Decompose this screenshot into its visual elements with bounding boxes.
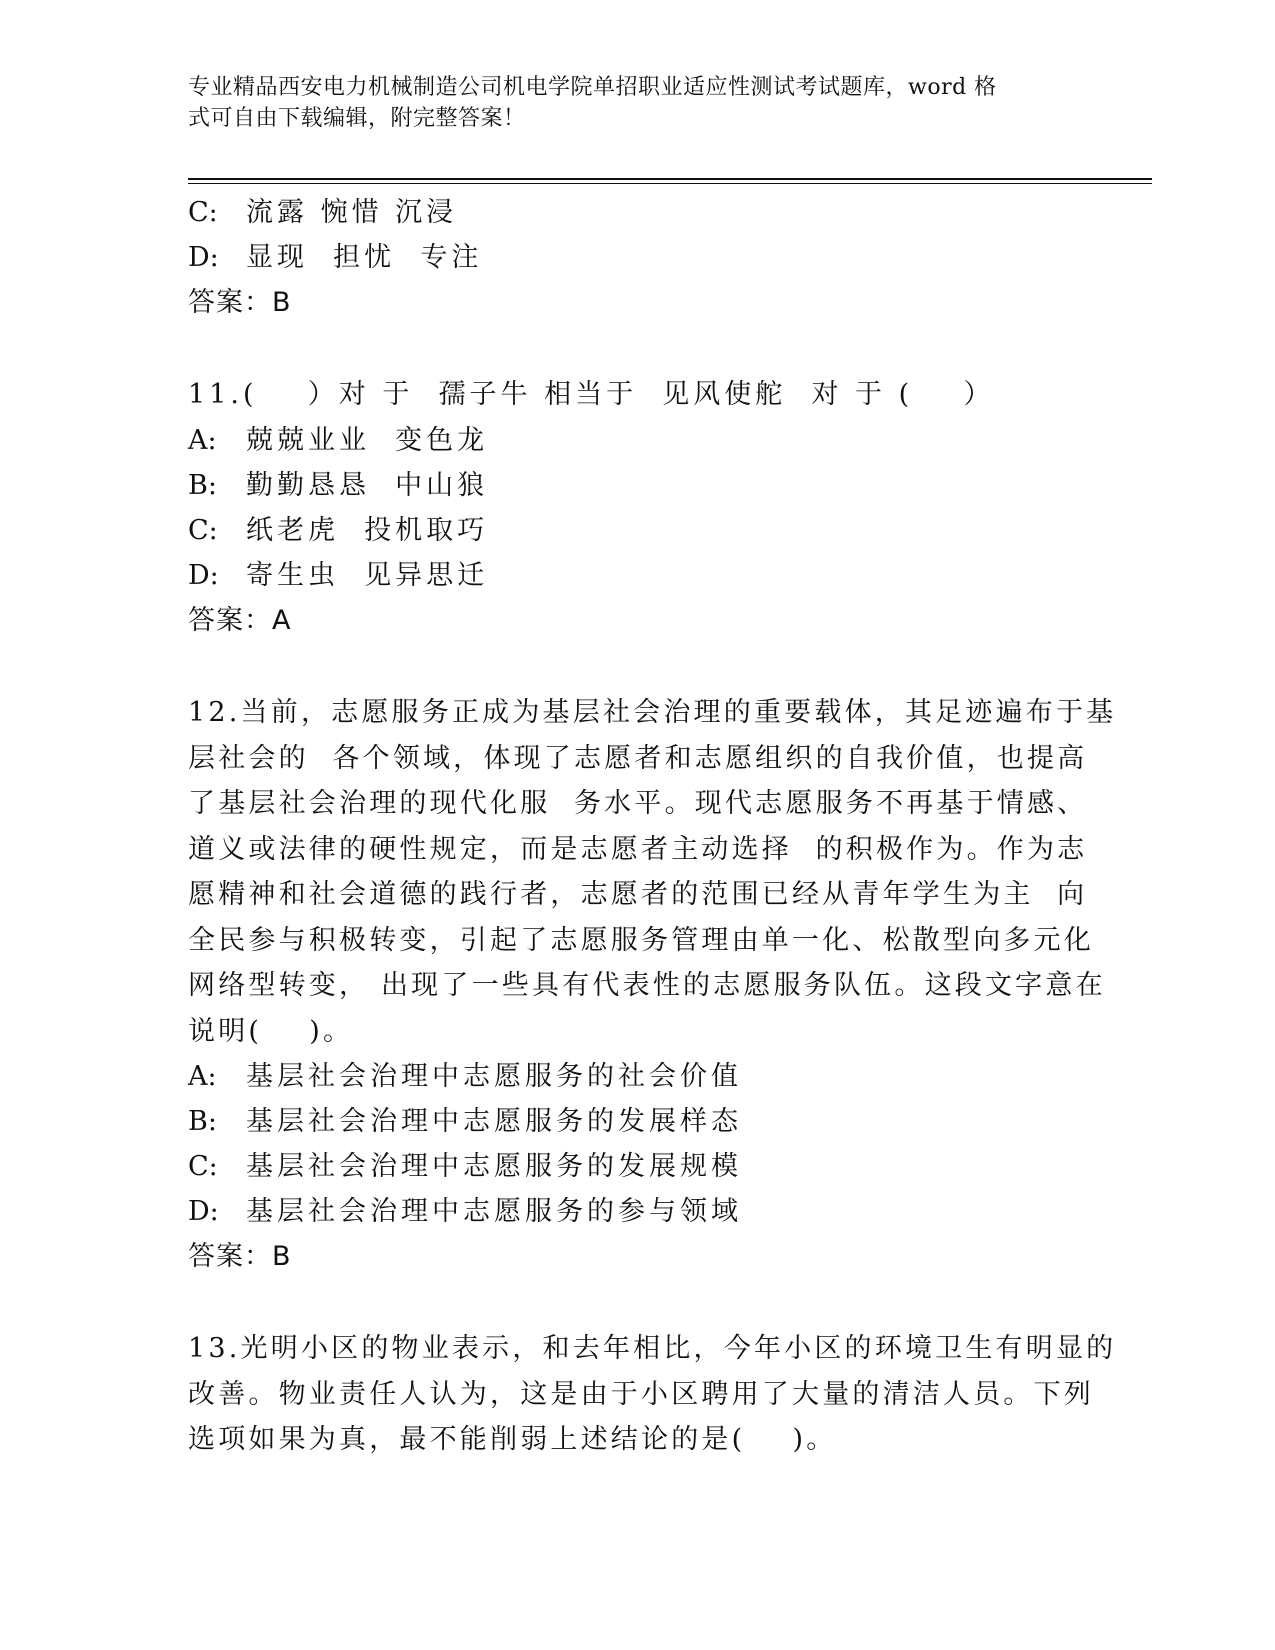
q12-stem-line: 愿精神和社会道德的践行者，志愿者的范围已经从青年学生为主 向: [188, 879, 1088, 910]
header-rule-thin: [188, 183, 1152, 184]
option-text: 勤勤恳恳 中山狼: [246, 470, 489, 501]
option-label: A:: [188, 425, 217, 456]
option-text: 基层社会治理中志愿服务的社会价值: [246, 1061, 742, 1092]
option-text: 寄生虫 见异思迁: [246, 560, 489, 591]
option-label: A:: [188, 1061, 217, 1092]
option-label: B:: [188, 470, 217, 501]
option-text: 纸老虎 投机取巧: [246, 515, 489, 546]
option-label: D:: [188, 242, 219, 273]
q11-answer: 答案：A: [188, 605, 292, 636]
q10-option-d: [188, 235, 1088, 280]
q11-stem: 11.( ）对 于 孺子牛 相当于 见风使舵 对 于 ( ）: [188, 379, 995, 410]
q12-stem-line: 全民参与积极转变，引起了志愿服务管理由单一化、松散型向多元化: [188, 924, 1094, 956]
option-label: C:: [188, 197, 218, 228]
q11-option-b: [188, 463, 1088, 508]
document-header: [188, 72, 1068, 134]
q12-option-b: [188, 1099, 1088, 1144]
option-label: B:: [188, 1106, 217, 1137]
option-text: 显现 担忧 专注: [246, 242, 483, 273]
q10-option-c: [188, 190, 1088, 235]
q13-stem-line: 13.光明小区的物业表示，和去年相比，今年小区的环境卫生有明显的: [188, 1333, 1117, 1364]
q12-option-c: [188, 1144, 1088, 1189]
q12-stem-line: 说明( )。: [188, 1015, 354, 1047]
option-text: 流露 惋惜 沉浸: [246, 197, 458, 228]
q12-stem-line: 了基层社会治理的现代化服 务水平。现代志愿服务不再基于情感、: [188, 788, 1088, 819]
option-label: C:: [188, 515, 218, 546]
q12-stem-line: 道义或法律的硬性规定，而是志愿者主动选择 的积极作为。作为志: [188, 833, 1088, 865]
option-text: 基层社会治理中志愿服务的参与领域: [246, 1196, 742, 1227]
header-line-2: 式可自由下载编辑，附完整答案！: [188, 106, 526, 131]
q11-option-c: [188, 508, 1088, 553]
option-label: D:: [188, 560, 219, 591]
q11-option-d: [188, 553, 1088, 598]
q12-stem-line: 12.当前，志愿服务正成为基层社会治理的重要载体，其足迹遍布于基: [188, 697, 1117, 728]
q10-answer: 答案：B: [188, 287, 292, 318]
q13-stem: [188, 1326, 1117, 1463]
q12-stem-line: 网络型转变， 出现了一些具有代表性的志愿服务队伍。这段文字意在: [188, 970, 1106, 1001]
q12-option-d: [188, 1189, 1088, 1234]
q12-stem: [188, 690, 1117, 1054]
option-text: 基层社会治理中志愿服务的发展规模: [246, 1151, 742, 1182]
q13-stem-line: 选项如果为真，最不能削弱上述结论的是( )。: [188, 1424, 837, 1455]
document-body: [188, 190, 1117, 1463]
option-text: 兢兢业业 变色龙: [246, 425, 489, 456]
q12-answer: 答案：B: [188, 1241, 292, 1272]
q12-option-a: [188, 1054, 1088, 1099]
q11-option-a: [188, 418, 1088, 463]
header-rule-thick: [188, 178, 1152, 180]
option-label: C:: [188, 1151, 218, 1182]
option-text: 基层社会治理中志愿服务的发展样态: [246, 1106, 742, 1137]
header-line-1: 专业精品西安电力机械制造公司机电学院单招职业适应性测试考试题库，word 格: [188, 75, 997, 100]
q13-stem-line: 改善。物业责任人认为，这是由于小区聘用了大量的清洁人员。下列: [188, 1378, 1094, 1410]
option-label: D:: [188, 1196, 219, 1227]
q12-stem-line: 层社会的 各个领域，体现了志愿者和志愿组织的自我价值，也提高: [188, 742, 1088, 774]
